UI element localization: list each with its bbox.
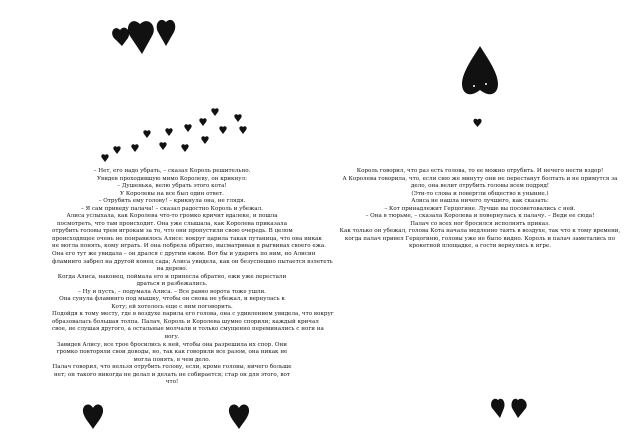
text-line: Алиса услыхала, как Королева что-то громко кричит вдалеке, и пошла	[66, 213, 278, 220]
text-line: ногу.	[164, 334, 180, 341]
text-line: свое, не слушая другого, а остальные молчали и только смущенно переминались с ноги на	[52, 326, 324, 333]
text-line: – Душенька, велю убрать этого кота!	[117, 183, 227, 190]
heart-pair-icon	[490, 396, 528, 420]
heart-bottom-right-icon	[228, 402, 250, 430]
heart-trail-icon	[95, 105, 275, 170]
text-line: крокетной площадке, а гости вернулись к игре.	[409, 243, 551, 250]
text-line: – Я сам приведу палача! – сказал радостно Король и убежал.	[81, 205, 263, 212]
heart-bottom-left-icon	[82, 402, 104, 430]
text-line: – Ну и пусть, – подумала Алиса. – Все равно ворота тоже ушли.	[78, 288, 266, 295]
text-line: У Королевы на все был один ответ.	[120, 190, 224, 197]
text-line: когда палач привел Герцогиню, головы уже не было видно. Король и палач заметались по	[344, 235, 616, 242]
text-line: Подойдя к тому месту, где в воздухе парила его голова, она с удивлением увидела, что вокруг	[52, 311, 334, 318]
text-line: – Нет, его надо убрать, – сказал Король решительно.	[93, 168, 251, 174]
text-line: Увидев проходившую мимо Королеву, он крикнул:	[97, 175, 247, 182]
text-line: Завидев Алису, все трое бросились к ней, чтобы она разрешила их спор. Они громко повторяли свои доводы, но, так как говорили все разом, она никак не могла понять, в чем дело.	[56, 341, 288, 363]
text-line: Король говорил, что раз есть голова, то ее можно отрубить. И нечего нести вздор!	[356, 168, 604, 174]
text-line: фламинго забрел на другой конец сада; Алиса увидела, как он безуспешно пытается взлететь	[52, 258, 333, 265]
text-line: посмотреть, что там происходит. Она уже слышала, как Королева приказала	[56, 220, 288, 227]
text-line: – Отрубить ему голову! – крикнула она, не глядя.	[98, 198, 246, 205]
small-heart-icon	[473, 118, 482, 127]
right-page	[320, 0, 640, 445]
text-line: Она сунула фламинго под мышку, чтобы он снова не убежал, и вернулась к Коту; ей хотелось еще с ним поговорить.	[59, 296, 285, 310]
text-line: дело, она велит отрубить головы всем подряд!	[410, 183, 550, 190]
text-line: Палач говорил, что нельзя отрубить голову, если, кроме головы, ничего больше нет; он такого никогда не делал и делать не собирается; стар он для этого, вот что!	[52, 364, 292, 386]
text-line: (Эти-то слова и повергли общество в уныние.)	[411, 190, 549, 197]
right-page-text	[335, 168, 625, 251]
text-line: Она его тут же увидала – он дрался с другим ежом. Вот бы и ударить по ним, но Алисин	[52, 251, 316, 258]
text-line: А Королева говорила, что, если сию же минуту они не перестанут болтать и не примутся за	[342, 175, 618, 182]
text-line: Алиса не нашла ничего лучшего, как сказать:	[411, 198, 549, 205]
text-line: Как только он убежал, голова Кота начала медленно таять в воздухе, так что к тому времени,	[339, 228, 621, 235]
large-heart-icon	[460, 44, 500, 100]
text-line: на дерево.	[156, 266, 188, 273]
text-line: Палач со всех ног бросился исполнять приказ.	[410, 220, 550, 227]
heart-cluster-top-icon	[110, 16, 182, 62]
text-line: Когда Алиса, наконец, поймала его и принесла обратно, ежи уже перестали драться и разбежались.	[57, 273, 287, 288]
left-page-text	[52, 168, 334, 387]
text-line: не могла понять, кому играть. И она побрела обратно, высматривая в рыгвинах своего ежа.	[52, 243, 327, 250]
text-line: образовалась большая толпа. Палач, Король и Королева шумно спорили; каждый кричал	[52, 318, 319, 325]
text-line: происходящее очень не понравилось Алисе: вокруг царила такая путаница, что она никак	[52, 235, 322, 242]
text-line: – Она в тюрьме, – сказала Королева и повернулась к палачу. – Веди ее сюда!	[365, 213, 595, 220]
text-line: – Кот принадлежит Герцогине. Лучше вы посоветовались с ней.	[384, 205, 576, 212]
text-line: отрубить головы трем игрокам за то, что они пропустили свою очередь. В целом	[52, 228, 293, 235]
